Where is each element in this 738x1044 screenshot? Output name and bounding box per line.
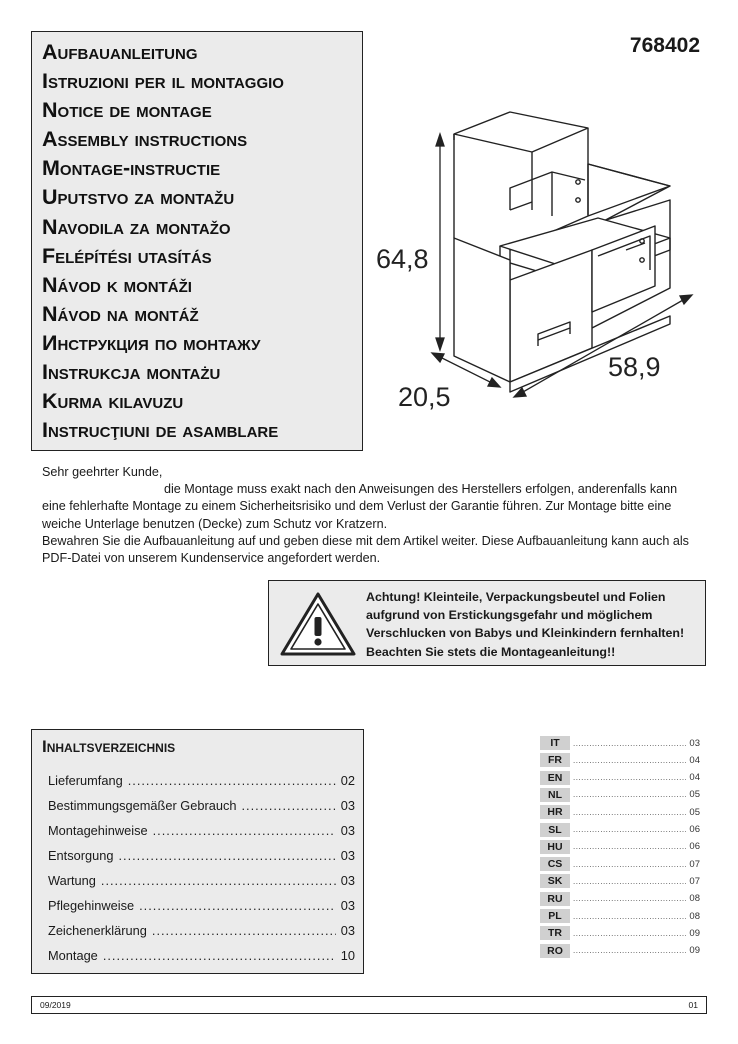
toc-item[interactable] xyxy=(48,923,355,941)
language-page: 08 xyxy=(689,893,700,905)
language-item[interactable] xyxy=(540,909,700,923)
language-code: RU xyxy=(540,892,570,906)
language-page: 09 xyxy=(689,945,700,957)
title-line: Instrucţiuni de asamblare xyxy=(42,418,279,443)
language-code: SL xyxy=(540,823,570,837)
language-item[interactable] xyxy=(540,753,700,767)
toc-item[interactable] xyxy=(48,798,355,816)
toc-item-page: 03 xyxy=(340,923,355,938)
language-code: EN xyxy=(540,771,570,785)
language-code: PL xyxy=(540,909,570,923)
salutation: Sehr geehrter Kunde, xyxy=(42,465,163,479)
language-item[interactable] xyxy=(540,771,700,785)
language-code: SK xyxy=(540,874,570,888)
warning-line: Achtung! Kleinteile, Verpackungsbeutel und Folien xyxy=(366,590,666,604)
language-code: NL xyxy=(540,788,570,802)
footer-date: 09/2019 xyxy=(40,1000,71,1010)
language-item[interactable] xyxy=(540,736,700,750)
language-code: FR xyxy=(540,753,570,767)
toc-item[interactable] xyxy=(48,773,355,791)
language-page: 03 xyxy=(689,737,700,749)
toc-item-label: Pflegehinweise xyxy=(48,898,135,913)
title-line: Felépítési utasítás xyxy=(42,243,212,268)
language-leader-dots xyxy=(573,946,686,955)
title-line: Инструкция по монтажу xyxy=(42,330,261,355)
warning-line: aufgrund von Erstickungsgefahr und möglichem xyxy=(366,608,653,623)
toc-leader-dots xyxy=(103,948,336,963)
intro-paragraph-1: die Montage muss exakt nach den Anweisungen des Herstellers erfolgen, anderenfalls kann eine fehlerhafte Montage zu einem Sicherheitsrisiko und dem Verlust der Garantie führen. Zur Montage bitte eine weiche Unterlage benutzen (Decke) zum Schutz vor Kratzern. xyxy=(42,482,678,531)
toc-item[interactable] xyxy=(48,898,355,916)
toc-title: Inhaltsverzeichnis xyxy=(42,737,176,756)
language-item[interactable] xyxy=(540,840,700,854)
language-leader-dots xyxy=(573,756,686,765)
title-line: Notice de montage xyxy=(42,98,212,123)
toc-item-page: 03 xyxy=(340,823,355,838)
toc-item-page: 10 xyxy=(340,948,355,963)
language-leader-dots xyxy=(573,739,686,748)
toc-item[interactable] xyxy=(48,848,355,866)
language-page: 05 xyxy=(689,806,700,818)
language-item[interactable] xyxy=(540,857,700,871)
furniture-diagram xyxy=(370,100,700,420)
toc-item-page: 02 xyxy=(340,773,355,788)
toc-item-label: Wartung xyxy=(48,873,96,888)
title-line: Návod k montáži xyxy=(42,272,192,297)
language-item[interactable] xyxy=(540,944,700,958)
warning-line: Beachten Sie stets die Montageanleitung!! xyxy=(366,644,616,659)
language-item[interactable] xyxy=(540,926,700,940)
toc-item[interactable] xyxy=(48,873,355,891)
language-item[interactable] xyxy=(540,823,700,837)
language-page: 09 xyxy=(689,927,700,939)
toc-item-label: Montage xyxy=(48,948,98,963)
language-code: RO xyxy=(540,944,570,958)
toc-item-label: Montagehinweise xyxy=(48,823,148,838)
toc-leader-dots xyxy=(128,773,336,788)
toc-item-label: Lieferumfang xyxy=(48,773,123,788)
toc-item-label: Entsorgung xyxy=(48,848,114,863)
page-footer xyxy=(31,996,707,1014)
language-item[interactable] xyxy=(540,892,700,906)
left-side-panel xyxy=(454,238,510,382)
language-item[interactable] xyxy=(540,874,700,888)
toc-item-page: 03 xyxy=(340,898,355,913)
language-code: TR xyxy=(540,926,570,940)
title-line: Navodila za montažo xyxy=(42,214,231,239)
toc-leader-dots xyxy=(101,873,336,888)
title-line: Aufbauanleitung xyxy=(42,40,198,64)
footer-page-number: 01 xyxy=(688,1000,698,1010)
language-leader-dots xyxy=(573,912,686,921)
title-line: Instrukcja montażu xyxy=(42,360,221,385)
language-page: 07 xyxy=(689,875,700,887)
upper-shelf xyxy=(510,172,585,210)
article-number: 768402 xyxy=(629,34,700,57)
title-line: Montage-instructie xyxy=(42,156,221,181)
toc-item-page: 03 xyxy=(340,873,355,888)
language-page: 04 xyxy=(689,754,700,766)
toc-leader-dots xyxy=(153,823,336,838)
toc-item-label: Zeichenerklärung xyxy=(48,923,147,938)
toc-leader-dots xyxy=(139,898,336,913)
language-page: 07 xyxy=(689,858,700,870)
intro-paragraph-2: Bewahren Sie die Aufbauanleitung auf und geben diese mit dem Artikel weiter. Diese Aufbauanleitung kann auch als PDF-Datei von unserem Kundenservice angefordert werden. xyxy=(42,533,689,566)
height-label: 64,8 xyxy=(376,244,429,274)
title-line: Uputstvo za montažu xyxy=(42,185,235,210)
language-page: 06 xyxy=(689,841,700,853)
title-line: Assembly instructions xyxy=(42,127,248,152)
toc-leader-dots xyxy=(152,923,336,938)
language-leader-dots xyxy=(573,790,686,799)
warning-box xyxy=(268,580,706,666)
language-leader-dots xyxy=(573,825,686,834)
width-label: 58,9 xyxy=(608,352,661,382)
language-leader-dots xyxy=(573,894,686,903)
toc-leader-dots xyxy=(118,848,335,863)
toc-item-page: 03 xyxy=(340,798,355,813)
warning-text xyxy=(366,588,702,661)
intro-text xyxy=(42,464,702,567)
language-code: IT xyxy=(540,736,570,750)
title-line: Návod na montáž xyxy=(42,301,199,326)
title-line: Kurma kilavuzu xyxy=(42,389,184,414)
toc-item-page: 03 xyxy=(340,848,355,863)
language-leader-dots xyxy=(573,929,686,938)
language-leader-dots xyxy=(573,877,686,886)
title-box xyxy=(31,31,363,451)
language-leader-dots xyxy=(573,842,686,851)
warning-line: Verschlucken von Babys und Kleinkindern fernhalten! xyxy=(366,626,685,641)
language-leader-dots xyxy=(573,773,686,782)
depth-label: 20,5 xyxy=(398,382,451,412)
language-code: CS xyxy=(540,857,570,871)
toc-item[interactable] xyxy=(48,823,355,841)
table-of-contents xyxy=(31,729,364,974)
language-item[interactable] xyxy=(540,788,700,802)
language-page: 06 xyxy=(689,824,700,835)
upper-top-panel xyxy=(454,112,588,152)
title-line: Istruzioni per il montaggio xyxy=(42,69,284,94)
language-leader-dots xyxy=(573,808,686,817)
language-page: 08 xyxy=(689,910,700,922)
language-leader-dots xyxy=(573,860,686,869)
toc-item-label: Bestimmungsgemäßer Gebrauch xyxy=(48,798,237,813)
language-item[interactable] xyxy=(540,805,700,819)
toc-item[interactable] xyxy=(48,948,355,966)
toc-leader-dots xyxy=(241,798,335,813)
language-code: HU xyxy=(540,840,570,854)
language-code: HR xyxy=(540,805,570,819)
warning-triangle-icon xyxy=(279,591,357,657)
language-page: 05 xyxy=(689,789,700,801)
language-page: 04 xyxy=(689,772,700,784)
